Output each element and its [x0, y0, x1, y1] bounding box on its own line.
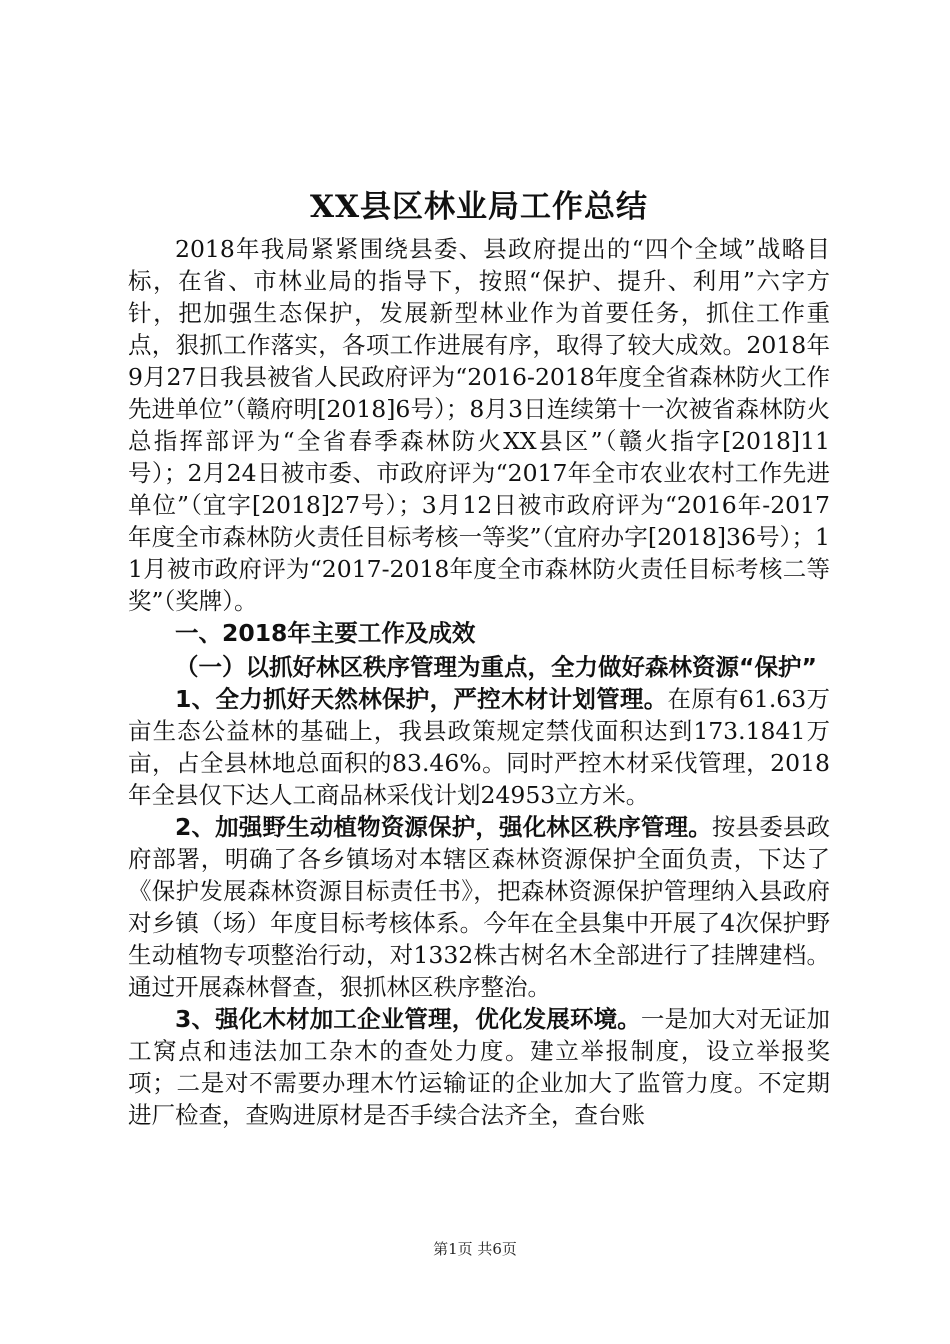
page-footer: 第1页 共6页 [433, 1240, 517, 1258]
item-1-lead: 1、全力抓好天然林保护，严控木材计划管理。 [175, 685, 668, 713]
intro-paragraph: 2018年我局紧紧围绕县委、县政府提出的“四个全域”战略目标，在省、市林业局的指导下，按照“保护、提升、利用”六字方针，把加强生态保护，发展新型林业作为首要任务，抓住工作重点，狠抓工作落实，各项工作进展有序，取得了较大成效。2018年9月27日我县被省人民政府评为“2016-2018年度全省森林防火工作先进单位”（赣府明[2018]6号）；8月3日连续第十一次被省森林防火总指挥部评为“全省春季森林防火XX县区”（赣火指字[2018]11号）；2月24日被市委、市政府评为“2017年全市农业农村工作先进单位”（宜字[2018]27号）；3月12日被市政府评为“2016年-2017年度全市森林防火责任目标考核一等奖”（宜府办字[2018]36号）；11月被市政府评为“2017-2018年度全市森林防火责任目标考核二等奖”（奖牌）。 [128, 235, 830, 615]
item-2-lead: 2、加强野生动植物资源保护，强化林区秩序管理。 [175, 813, 712, 841]
item-1-paragraph [128, 683, 830, 811]
item-3-paragraph [128, 1003, 830, 1131]
item-2-paragraph [128, 811, 830, 1003]
item-3-lead: 3、强化木材加工企业管理，优化发展环境。 [175, 1005, 641, 1033]
item-3-body: 一是加大对无证加工窝点和违法加工杂木的查处力度。建立举报制度，设立举报奖项；二是对不需要办理木竹运输证的企业加大了监管力度。不定期进厂检查，查购进原材是否手续合法齐全，查台账 [128, 1005, 830, 1129]
section-heading: 一、2018年主要工作及成效 [175, 619, 476, 647]
item-1-body: 在原有61.63万亩生态公益林的基础上，我县政策规定禁伐面积达到173.1841万亩，占全县林地总面积的83.46%。同时严控木材采伐管理，2018年全县仅下达人工商品林采伐计划24953立方米。 [128, 685, 830, 809]
document-page [128, 185, 830, 1131]
subsection-heading: （一）以抓好林区秩序管理为重点，全力做好森林资源“保护” [175, 653, 817, 681]
document-title: XX县区林业局工作总结 [309, 189, 649, 225]
item-2-body: 按县委县政府部署，明确了各乡镇场对本辖区森林资源保护全面负责，下达了《保护发展森林资源目标责任书》，把森林资源保护管理纳入县政府对乡镇（场）年度目标考核体系。今年在全县集中开展了4次保护野生动植物专项整治行动，对1332株古树名木全部进行了挂牌建档。通过开展森林督查，狠抓林区秩序整治。 [128, 813, 831, 1001]
